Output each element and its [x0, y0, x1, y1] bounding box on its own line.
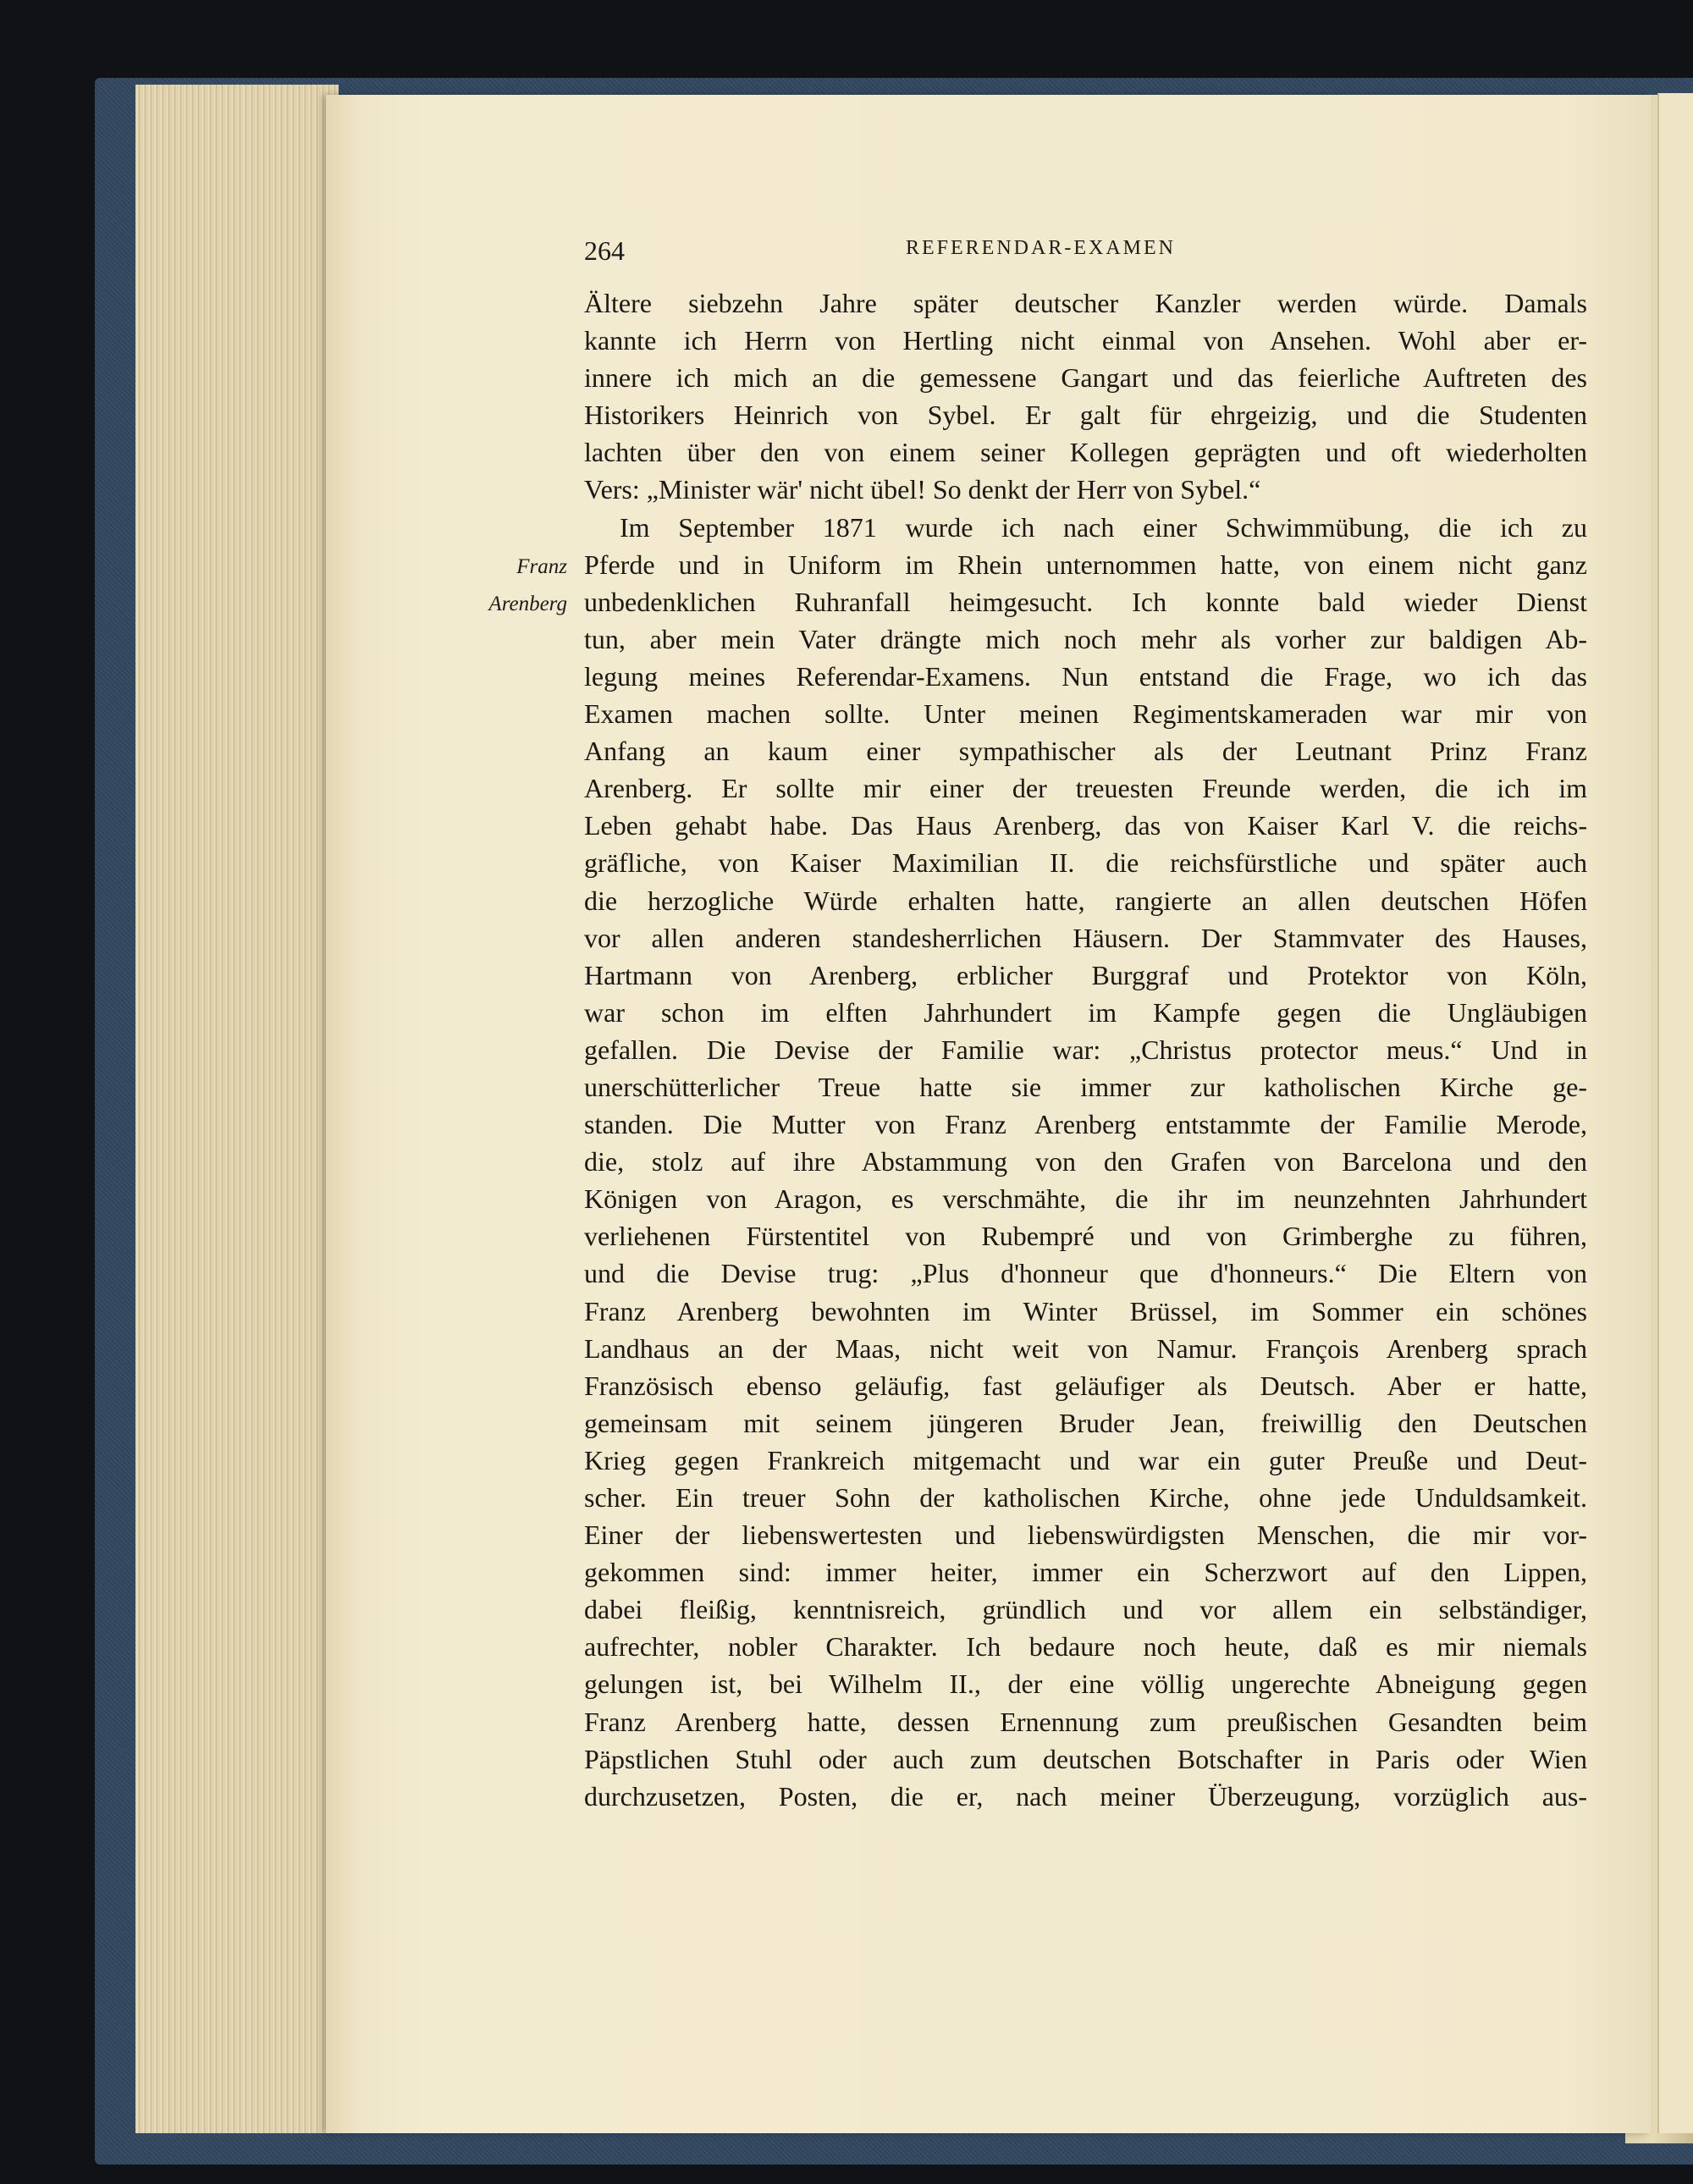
text-line: die herzogliche Würde erhalten hatte, rangierte an allen deutschen Höfen [584, 885, 1587, 916]
text-line: Hartmann von Arenberg, erblicher Burggraf und Protektor von Köln, [584, 959, 1587, 990]
text-line: durchzusetzen, Posten, die er, nach meiner Überzeugung, vorzüglich aus- [584, 1780, 1587, 1812]
text-line: tun, aber mein Vater drängte mich noch mehr als vorher zur baldigen Ab- [584, 623, 1587, 654]
text-line: Arenberg. Er sollte mir einer der treuesten Freunde werden, die ich im [584, 773, 1587, 804]
text-line: verliehenen Fürstentitel von Rubempré und von Grimberghe zu führen, [584, 1221, 1587, 1252]
text-line: unerschütterlicher Treue hatte sie immer zur katholischen Kirche ge- [584, 1071, 1587, 1102]
running-head [584, 235, 1587, 278]
text-line: Einer der liebenswertesten und liebenswürdigsten Menschen, die mir vor- [584, 1519, 1587, 1551]
header-title: REFERENDAR-EXAMEN [906, 237, 1176, 259]
text-line: Krieg gegen Frankreich mitgemacht und war ein guter Preuße und Deut- [584, 1444, 1587, 1475]
text-line: kannte ich Herrn von Hertling nicht einmal von Ansehen. Wohl aber er- [584, 325, 1587, 356]
text-line: innere ich mich an die gemessene Gangart und das feierliche Auftreten des [584, 362, 1587, 394]
body-text [584, 284, 1587, 1815]
text-line: die, stolz auf ihre Abstammung von den Grafen von Barcelona und den [584, 1146, 1587, 1177]
text-line: unbedenklichen Ruhranfall heimgesucht. Ich konnte bald wieder Dienst [584, 586, 1587, 617]
text-line: gräfliche, von Kaiser Maximilian II. die reichsfürstliche und später auch [584, 847, 1587, 879]
text-line: Französisch ebenso geläufig, fast geläufiger als Deutsch. Aber er hatte, [584, 1370, 1587, 1401]
page-edges [135, 85, 339, 2133]
text-line: Königen von Aragon, es verschmähte, die ihr im neunzehnten Jahrhundert [584, 1183, 1587, 1215]
margin-note: Franz [516, 555, 567, 578]
text-line: Pferde und in Uniform im Rhein unternommen hatte, von einem nicht ganz [584, 549, 1587, 580]
text-line: Päpstlichen Stuhl oder auch zum deutschen Botschafter in Paris oder Wien [584, 1743, 1587, 1774]
text-line: Leben gehabt habe. Das Haus Arenberg, das von Kaiser Karl V. die reichs- [584, 810, 1587, 841]
next-page-sliver [1657, 93, 1693, 2133]
text-line: Historikers Heinrich von Sybel. Er galt für ehrgeizig, und die Studenten [584, 400, 1587, 431]
text-line: vor allen anderen standesherrlichen Häusern. Der Stammvater des Hauses, [584, 922, 1587, 953]
margin-note: Arenberg [488, 593, 567, 615]
text-line: Anfang an kaum einer sympathischer als der Leutnant Prinz Franz [584, 736, 1587, 767]
text-line: standen. Die Mutter von Franz Arenberg entstammte der Familie Merode, [584, 1109, 1587, 1140]
text-line: war schon im elften Jahrhundert im Kampfe gegen die Ungläubigen [584, 996, 1587, 1028]
text-line: gefallen. Die Devise der Familie war: „Christus protector meus.“ Und in [584, 1034, 1587, 1065]
text-line: Franz Arenberg bewohnten im Winter Brüssel, im Sommer ein schönes [584, 1295, 1587, 1326]
text-line: scher. Ein treuer Sohn der katholischen Kirche, ohne jede Unduldsamkeit. [584, 1482, 1587, 1513]
text-line: dabei fleißig, kenntnisreich, gründlich und vor allem ein selbständiger, [584, 1594, 1587, 1625]
text-line: und die Devise trug: „Plus d'honneur que d'honneurs.“ Die Eltern von [584, 1258, 1587, 1289]
text-line: Landhaus an der Maas, nicht weit von Namur. François Arenberg sprach [584, 1332, 1587, 1364]
text-line: lachten über den von einem seiner Kollegen geprägten und oft wiederholten [584, 437, 1587, 468]
text-line: legung meines Referendar-Examens. Nun entstand die Frage, wo ich das [584, 660, 1587, 692]
text-line: gekommen sind: immer heiter, immer ein Scherzwort auf den Lippen, [584, 1557, 1587, 1588]
text-line: aufrechter, nobler Charakter. Ich bedaure noch heute, daß es mir niemals [584, 1631, 1587, 1663]
text-line: Franz Arenberg hatte, dessen Ernennung zum preußischen Gesandten beim [584, 1706, 1587, 1737]
text-line: Im September 1871 wurde ich nach einer Schwimmübung, die ich zu [620, 511, 1587, 543]
text-line: gemeinsam mit seinem jüngeren Bruder Jean, freiwillig den Deutschen [584, 1407, 1587, 1438]
text-line: gelungen ist, bei Wilhelm II., der eine völlig ungerechte Abneigung gegen [584, 1668, 1587, 1700]
text-line: Vers: „Minister wär' nicht übel! So denkt der Herr von Sybel.“ [584, 474, 1261, 505]
text-line: Ältere siebzehn Jahre später deutscher Kanzler werden würde. Damals [584, 288, 1587, 318]
page-number: 264 [584, 235, 625, 266]
text-line: Examen machen sollte. Unter meinen Regimentskameraden war mir von [584, 698, 1587, 730]
